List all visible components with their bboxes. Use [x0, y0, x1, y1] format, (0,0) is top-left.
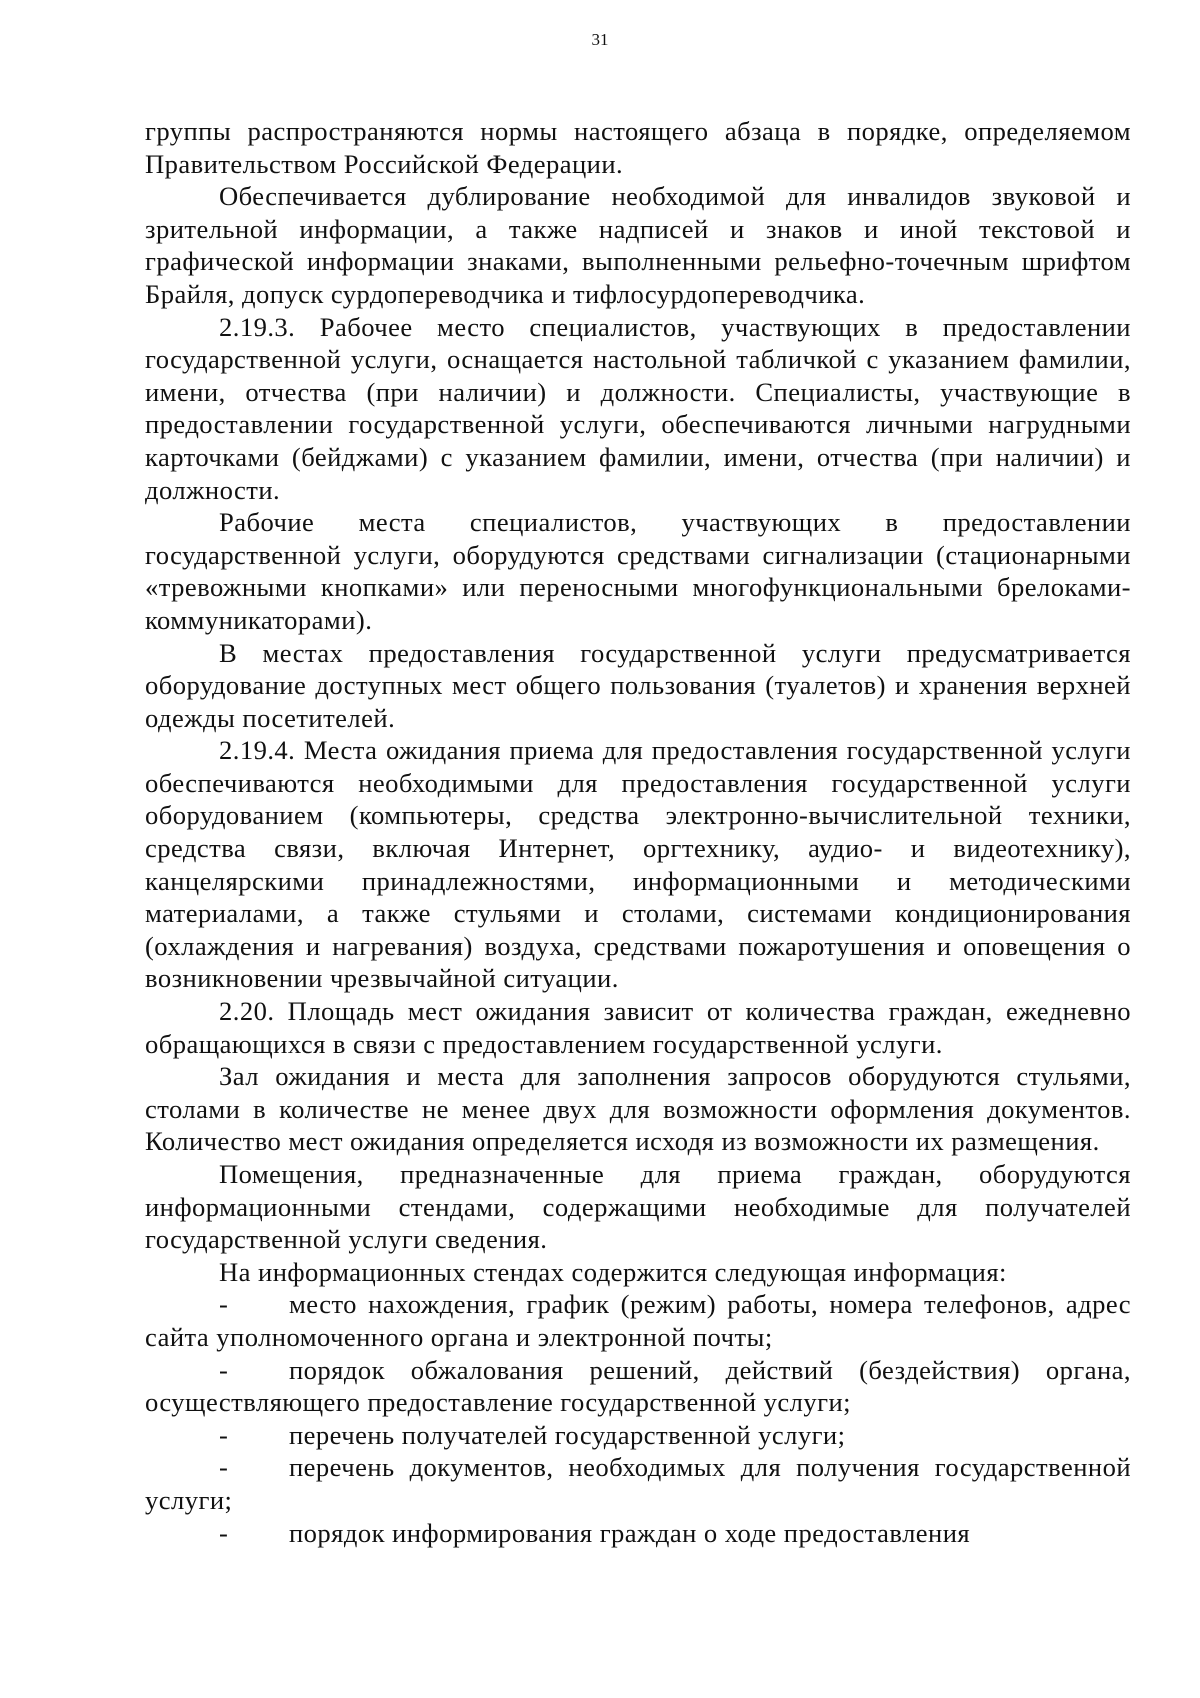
paragraph-4: Рабочие места специалистов, участвующих в предоставлении государственной услуги, оборудуются средствами сигнализации (стационарными «тревожными кнопками» или переносными многофункциональными брелоками-коммуникаторами). [145, 507, 1131, 635]
paragraph-5: В местах предоставления государственной услуги предусматривается оборудование доступных мест общего пользования (туалетов) и хранения верхней одежды посетителей. [145, 637, 1131, 733]
paragraph-1: группы распространяются нормы настоящего абзаца в порядке, определяемом Правительством Российской Федерации. [145, 116, 1131, 179]
list-dash: - [219, 1419, 229, 1450]
list-item [145, 1354, 1131, 1419]
list-item [145, 1288, 1131, 1353]
list-item-text: порядок информирования граждан о ходе предоставления [289, 1517, 971, 1548]
paragraph-6: 2.19.4. Места ожидания приема для предоставления государственной услуги обеспечиваются необходимыми для предоставления государственной услуги оборудованием (компьютеры, средства электронно-вычислительной техники, средства связи, включая Интернет, оргтехнику, аудио- и видеотехнику), канцелярскими принадлежностями, информационными и методическими материалами, а также стульями и столами, системами кондиционирования (охлаждения и нагревания) воздуха, средствами пожаротушения и оповещения о возникновении чрезвычайной ситуации. [145, 735, 1131, 994]
list-item [145, 1517, 1131, 1550]
list-item-text: перечень получателей государственной услуги; [289, 1419, 846, 1450]
list-dash: - [219, 1452, 229, 1483]
page-number: 31 [591, 30, 609, 49]
list-item-text: место нахождения, график (режим) работы, номера телефонов, адрес сайта уполномоченного органа и электронной почты; [145, 1289, 1131, 1352]
list-dash: - [219, 1289, 229, 1320]
document-body [145, 115, 1131, 1549]
paragraph-10: На информационных стендах содержится следующая информация: [219, 1256, 1007, 1287]
list-item-text: порядок обжалования решений, действий (бездействия) органа, осуществляющего предоставление государственной услуги; [145, 1354, 1131, 1418]
paragraph-9: Помещения, предназначенные для приема граждан, оборудуются информационными стендами, содержащими необходимые для получателей государственной услуги сведения. [145, 1159, 1131, 1255]
list-item [145, 1419, 1131, 1452]
paragraph-2: Обеспечивается дублирование необходимой для инвалидов звуковой и зрительной информации, а также надписей и знаков и иной текстовой и графической информации знаками, выполненными рельефно-точечным шрифтом Брайля, допуск сурдопереводчика и тифлосурдопереводчика. [145, 181, 1131, 309]
list-dash: - [219, 1517, 229, 1548]
list-item [145, 1451, 1131, 1516]
list-dash: - [219, 1354, 229, 1385]
list-item-text: перечень документов, необходимых для получения государственной услуги; [145, 1452, 1131, 1515]
paragraph-3: 2.19.3. Рабочее место специалистов, участвующих в предоставлении государственной услуги, оснащается настольной табличкой с указанием фамилии, имени, отчества (при наличии) и должности. Специалисты, участвующие в предоставлении государственной услуги, обеспечиваются личными нагрудными карточками (бейджами) с указанием фамилии, имени, отчества (при наличии) и должности. [145, 311, 1131, 505]
paragraph-7: 2.20. Площадь мест ожидания зависит от количества граждан, ежедневно обращающихся в связи с предоставлением государственной услуги. [145, 996, 1131, 1059]
paragraph-8: Зал ожидания и места для заполнения запросов оборудуются стульями, столами в количестве не менее двух для возможности оформления документов. Количество мест ожидания определяется исходя из возможности их размещения. [145, 1061, 1131, 1157]
